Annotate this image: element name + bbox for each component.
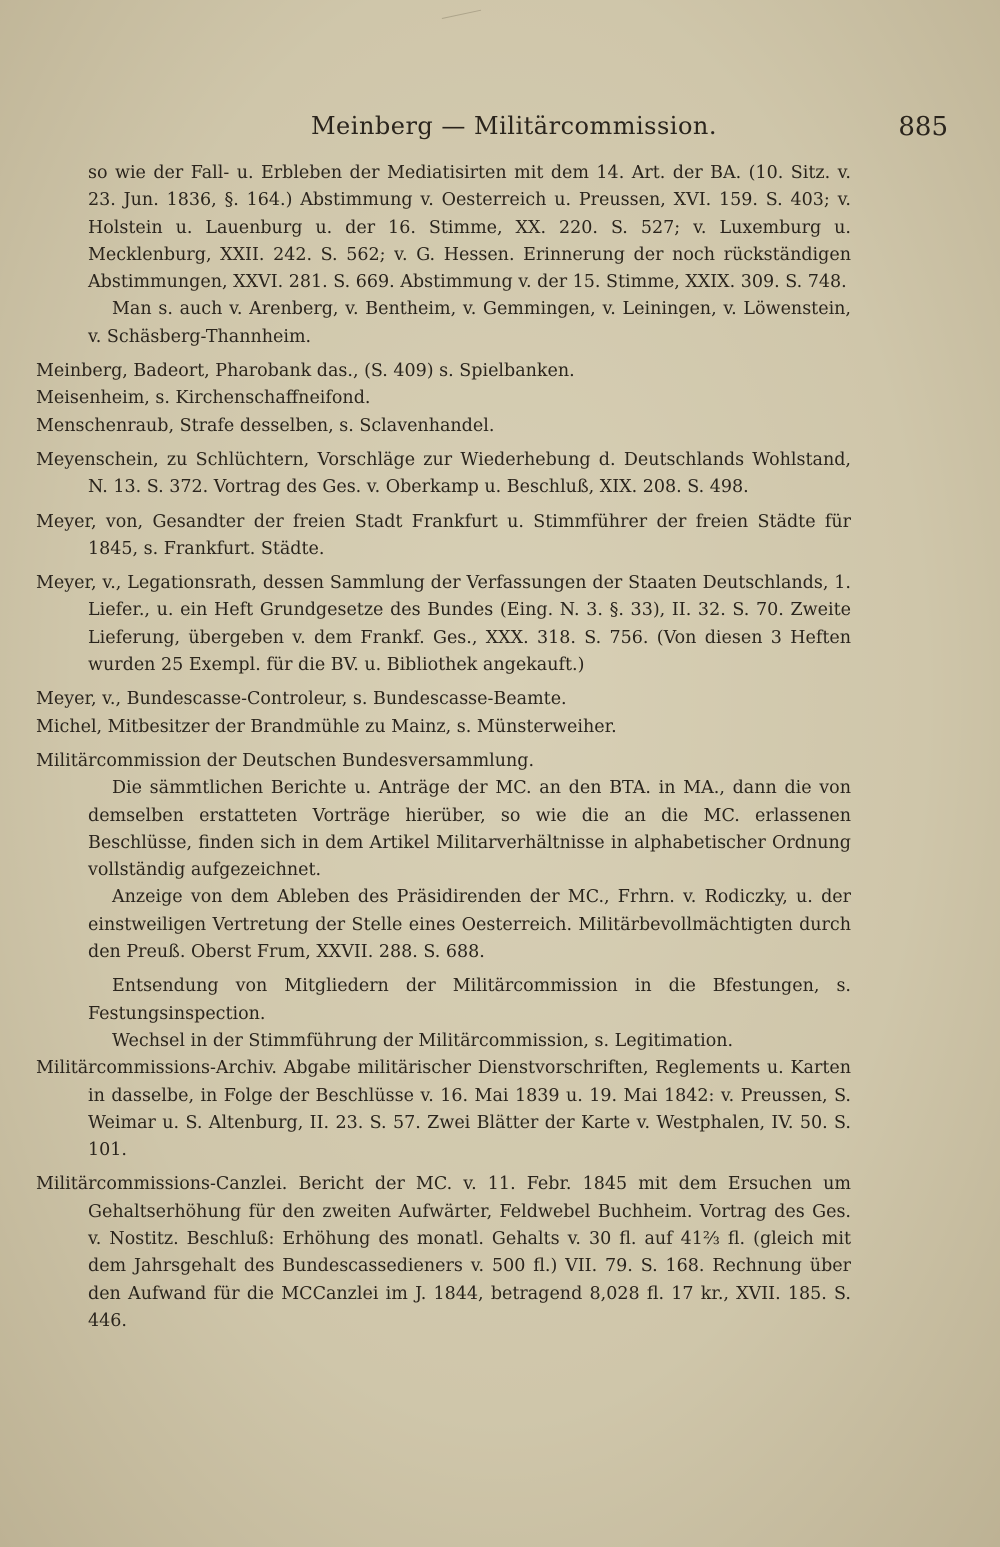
entry-meisenheim: Meisenheim, s. Kirchenschaffneifond. [36,388,371,409]
militaercommission-para-4: Wechsel in der Stimmführung der Militärcommission, s. Legitimation. [112,1030,734,1051]
cross-reference-paragraph: Man s. auch v. Arenberg, v. Bentheim, v. Gemmingen, v. Leiningen, v. Löwenstein, v. Schäsberg-Thannheim. [88,299,851,347]
entry-michel: Michel, Mitbesitzer der Brandmühle zu Mainz, s. Münsterweiher. [36,716,617,737]
continuation-paragraph: so wie der Fall- u. Erbleben der Mediatisirten mit dem 14. Art. der BA. (10. Sitz. v. 23. Jun. 1836, §. 164.) Abstimmung v. Oesterreich u. Preussen, XVI. 159. S. 403; v. Holstein u. Lauenburg u. der 16. Stimme, XX. 220. S. 527; v. Luxemburg u. Mecklenburg, XXII. 242. S. 562; v. G. Hessen. Erinnerung der noch rückständigen Abstimmungen, XXVI. 281. S. 669. Abstimmung v. der 15. Stimme, XXIX. 309. S. 748. [88,163,851,293]
entry-meyer-gesandter: Meyer, von, Gesandter der freien Stadt Frankfurt u. Stimmführer der freien Städte für 1845, s. Frankfurt. Städte. [36,511,851,559]
entry-menschenraub: Menschenraub, Strafe desselben, s. Sclavenhandel. [36,415,495,436]
entry-militaercommission: Militärcommission der Deutschen Bundesversammlung. [36,750,535,771]
index-body [36,160,851,1335]
page-number: 885 [898,112,948,142]
entry-meyer-controleur: Meyer, v., Bundescasse-Controleur, s. Bundescasse-Beamte. [36,689,567,710]
header-title: Meinberg — Militärcommission. [310,112,718,140]
page-fold-mark [439,0,481,19]
entry-militaercommissions-archiv: Militärcommissions-Archiv. Abgabe militärischer Dienstvorschriften, Reglements u. Karten in dasselbe, in Folge der Beschlüsse v. 16. Mai 1839 u. 19. Mai 1842: v. Preussen, S. Weimar u. S. Altenburg, II. 23. S. 57. Zwei Blätter der Karte v. Westphalen, IV. 50. S. 101. [36,1058,851,1161]
entry-militaercommissions-canzlei: Militärcommissions-Canzlei. Bericht der MC. v. 11. Febr. 1845 mit dem Ersuchen um Gehaltserhöhung für den zweiten Aufwärter, Feldwebel Buchheim. Vortrag des Ges. v. Nostitz. Beschluß: Erhöhung des monatl. Gehalts v. 30 fl. auf 41⅔ fl. (gleich mit dem Jahrsgehalt des Bundescassedieners v. 500 fl.) VII. 79. S. 168. Rechnung über den Aufwand für die MCCanzlei im J. 1844, betragend 8,028 fl. 17 kr., XVII. 185. S. 446. [36,1174,851,1331]
militaercommission-para-2: Anzeige von dem Ableben des Präsidirenden der MC., Frhrn. v. Rodiczky, u. der einstweiligen Vertretung der Stelle eines Oesterreich. Militärbevollmächtigten durch den Preuß. Oberst Frum, XXVII. 288. S. 688. [88,887,851,963]
militaercommission-para-3: Entsendung von Mitgliedern der Militärcommission in die Bfestungen, s. Festungsinspection. [88,976,851,1024]
entry-meyenschein: Meyenschein, zu Schlüchtern, Vorschläge zur Wiederhebung d. Deutschlands Wohlstand, N. 13. S. 372. Vortrag des Ges. v. Oberkamp u. Beschluß, XIX. 208. S. 498. [36,449,851,498]
running-header [80,112,948,148]
entry-meinberg: Meinberg, Badeort, Pharobank das., (S. 409) s. Spielbanken. [36,361,575,382]
militaercommission-para-1: Die sämmtlichen Berichte u. Anträge der MC. an den BTA. in MA., dann die von demselben erstatteten Vorträge hierüber, so wie die an die MC. erlassenen Beschlüsse, finden sich in dem Artikel Militarverhältnisse in alphabetischer Ordnung vollständig aufgezeichnet. [88,778,851,881]
entry-meyer-legationsrath: Meyer, v., Legationsrath, dessen Sammlung der Verfassungen der Staaten Deutschlands, 1. Liefer., u. ein Heft Grundgesetze des Bundes (Eing. N. 3. §. 33), II. 32. S. 70. Zweite Lieferung, übergeben v. dem Frankf. Ges., XXX. 318. S. 756. (Von diesen 3 Heften wurden 25 Exempl. für die BV. u. Bibliothek angekauft.) [36,573,851,676]
